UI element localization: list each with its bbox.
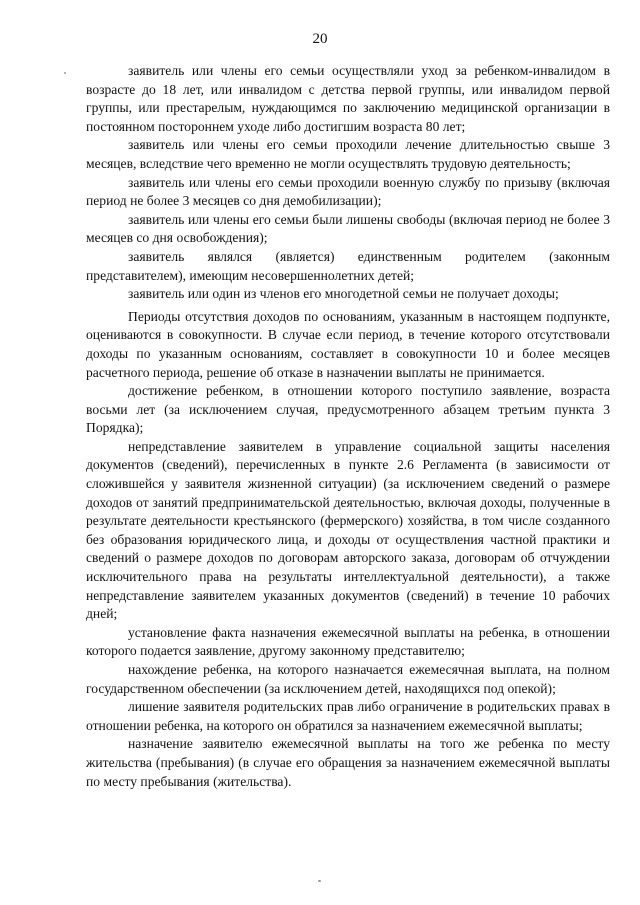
paragraph-care-for-disabled: заявитель или члены его семьи осуществляли уход за ребенком-инвалидом в возрасте до 18 лет, или инвалидом с детства первой группы, или инвалидом первой группы, или престарелым, нуждающимся по заключению медицинской организации в постоянном постороннем уходе либо достигшим возраста 80 лет;: [86, 63, 610, 134]
paragraph-military-service: заявитель или члены его семьи проходили военную службу по призыву (включая период не более 3 месяцев со дня демобилизации);: [86, 174, 610, 209]
scan-mark-dot: [318, 880, 321, 882]
paragraph-long-treatment: заявитель или члены его семьи проходили лечение длительностью свыше 3 месяцев, вследствие чего временно не могли осуществлять трудовую деятельность;: [86, 137, 610, 171]
paragraph-payment-to-other-representative: установление факта назначения ежемесячной выплаты на ребенка, в отношении которого подается заявление, другому законному представителю;: [86, 624, 610, 659]
paragraph-deprivation-of-parental-rights: лишение заявителя родительских прав либо ограничение в родительских правах в отношении ребенка, на которого он обратился за назначением ежемесячной выплаты;: [86, 699, 610, 733]
paragraph-deprivation-of-liberty: заявитель или члены его семьи были лишены свободы (включая период не более 3 месяцев со дня освобождения);: [86, 211, 610, 246]
paragraph-documents-not-submitted: непредставление заявителем в управление социальной защиты населения документов (сведений), перечисленных в пункте 2.6 Регламента (в зависимости от сложившейся у заявителя жизненной ситуации) (за исключением сведений о размере доходов от занятий предпринимательской деятельностью, включая доходы, полученные в результате деятельности крестьянского (фермерского) хозяйства, в том числе созданного без образования юридического лица, и доходы от осуществления частной практики и сведений о размере доходов по договорам авторского заказа, договорам об отчуждении исключительного права на результаты интеллектуальной деятельности), а также непредставление заявителем указанных документов (сведений) в течение 10 рабочих дней;: [86, 438, 610, 622]
scan-mark-dot: [64, 72, 66, 74]
paragraph-duplicate-payment: назначение заявителю ежемесячной выплаты на того же ребенка по месту жительства (пребывания) (в случае его обращения за назначением ежемесячной выплаты по месту пребывания (жительства).: [86, 736, 610, 789]
document-body: [86, 62, 610, 791]
paragraph-periods-of-no-income: Периоды отсутствия доходов по основаниям, указанным в настоящем подпункте, оцениваются в совокупности. В случае если период, в течение которого отсутствовали доходы по указанным основаниям, составляет в совокупности 10 и более месяцев расчетного периода, решение об отказе в назначении выплаты не принимается.: [86, 308, 610, 380]
paragraph-child-age-limit: достижение ребенком, в отношении которого поступило заявление, возраста восьми лет (за исключением случая, предусмотренного абзацем третьим пункта 3 Порядка);: [86, 383, 610, 436]
paragraph-large-family-no-income: заявитель или один из членов его многодетной семьи не получает доходы;: [128, 286, 559, 302]
paragraph-single-parent: заявитель являлся (является) единственным родителем (законным представителем), имеющим несовершеннолетних детей;: [86, 248, 610, 283]
paragraph-state-support: нахождение ребенка, на которого назначается ежемесячная выплата, на полном государственном обеспечении (за исключением детей, находящихся под опекой);: [86, 662, 610, 696]
page-number: 20: [312, 31, 328, 47]
